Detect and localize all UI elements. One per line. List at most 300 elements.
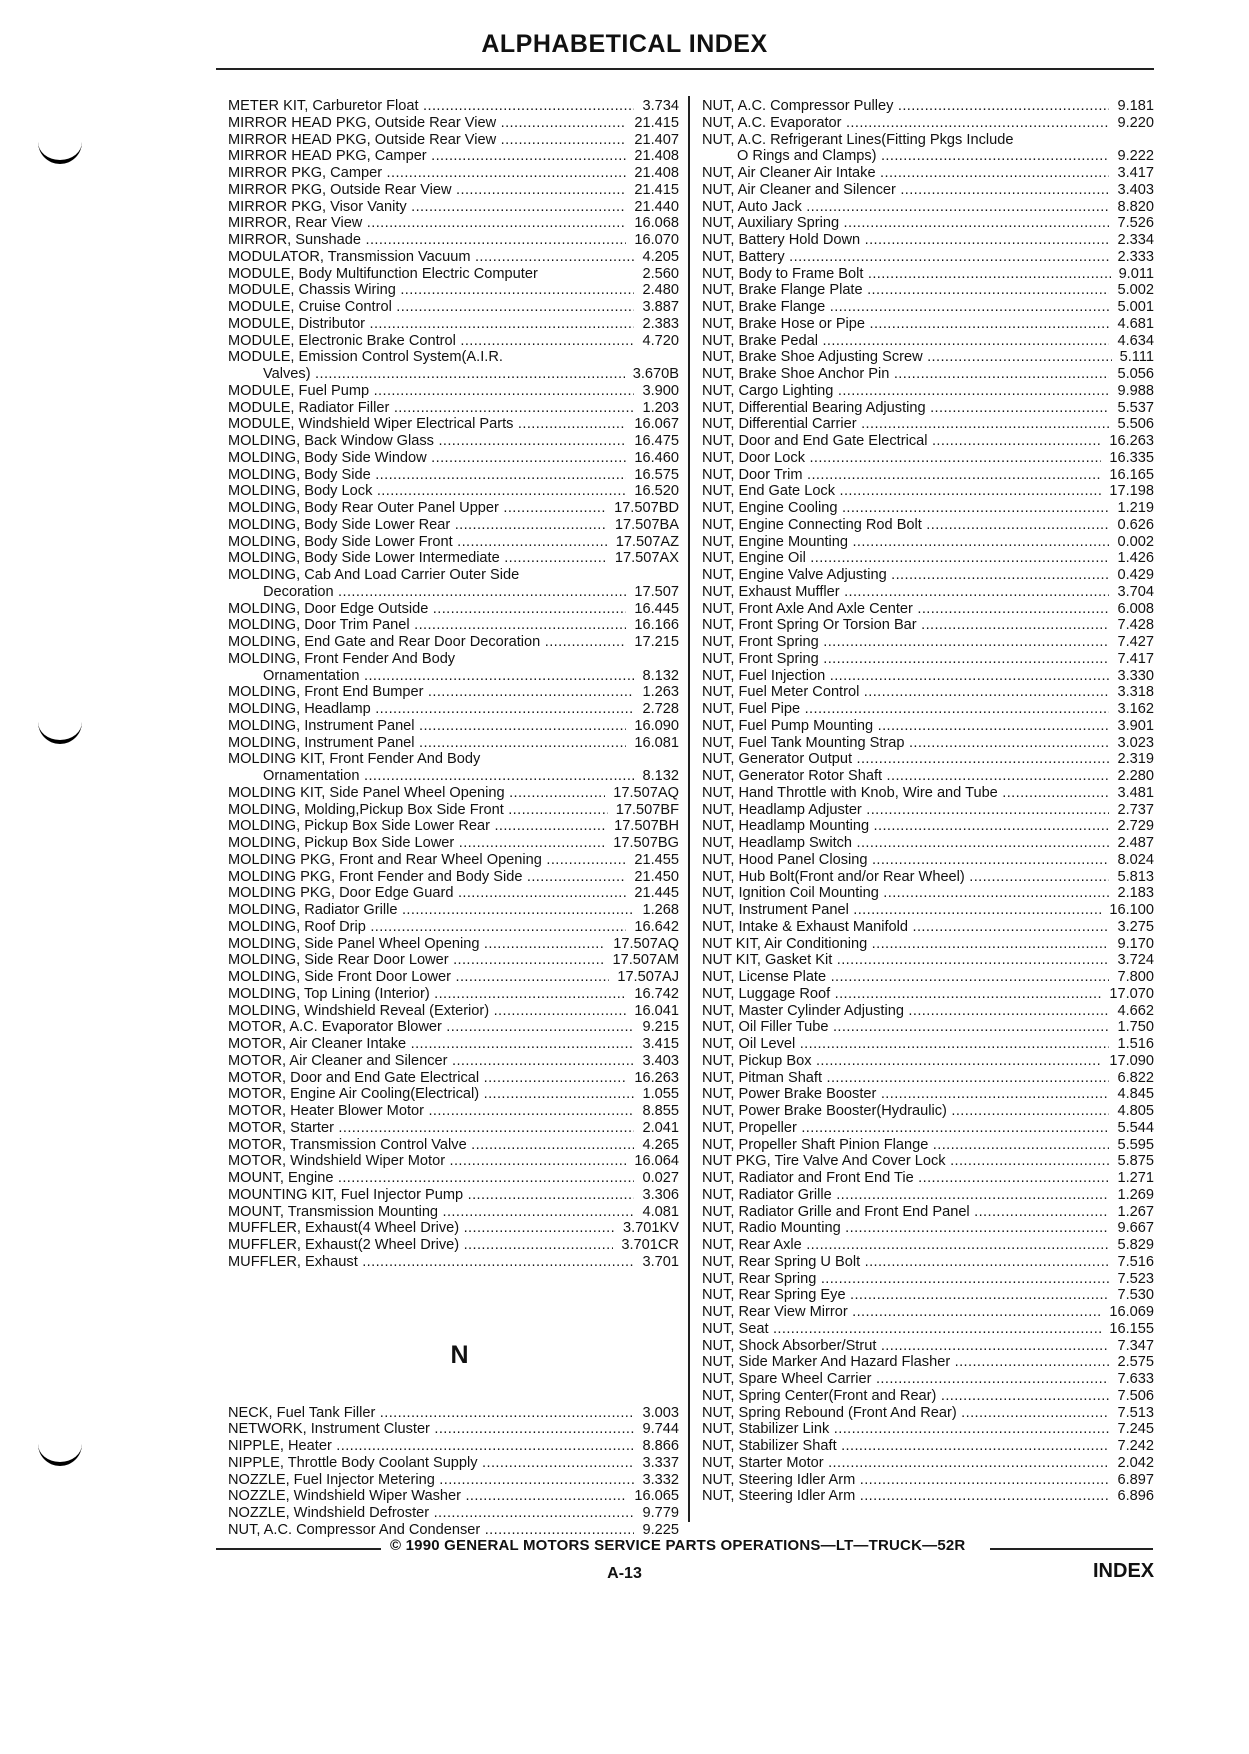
entry-label: NUT, Generator Rotor Shaft ..... xyxy=(702,768,1154,785)
index-entry xyxy=(702,1354,1154,1371)
entry-label: MIRROR HEAD PKG, Outside Rear View ..... xyxy=(228,115,679,132)
entry-label: NUT, Brake Shoe Anchor Pin ..... xyxy=(702,366,1154,383)
index-entry xyxy=(702,936,1154,953)
index-entry xyxy=(228,634,679,651)
entry-label: NUT, Spring Rebound (Front And Rear) ..... xyxy=(702,1405,1154,1422)
entry-reference-number: 17.507BA xyxy=(607,517,679,534)
binder-hole-mark xyxy=(38,138,82,164)
entry-reference-number: 1.271 xyxy=(1109,1170,1154,1187)
entry-reference-number: 21.408 xyxy=(626,165,679,182)
entry-reference-number: 21.455 xyxy=(626,852,679,869)
section-label: INDEX xyxy=(1093,1560,1155,1582)
entry-reference-number: 3.701 xyxy=(634,1254,679,1271)
index-entry xyxy=(702,1237,1154,1254)
entry-reference-number: 16.070 xyxy=(626,232,679,249)
entry-reference-number: 2.729 xyxy=(1109,818,1154,835)
index-entry xyxy=(702,366,1154,383)
index-entry xyxy=(702,316,1154,333)
entry-label: NECK, Fuel Tank Filler ..... xyxy=(228,1405,679,1422)
entry-label: MIRROR PKG, Camper ..... xyxy=(228,165,679,182)
entry-reference-number: 1.516 xyxy=(1109,1036,1154,1053)
index-entry xyxy=(228,684,679,701)
index-entry xyxy=(228,567,679,584)
entry-label: MOLDING, Molding,Pickup Box Side Front ..... xyxy=(228,802,679,819)
entry-reference-number: 3.901 xyxy=(1109,718,1154,735)
entry-label: NUT, Fuel Tank Mounting Strap ..... xyxy=(702,735,1154,752)
entry-reference-number: 16.642 xyxy=(626,919,679,936)
entry-reference-number: 16.090 xyxy=(626,718,679,735)
index-entry xyxy=(702,802,1154,819)
entry-reference-number: 2.280 xyxy=(1109,768,1154,785)
footer-rule-left xyxy=(216,1548,381,1550)
entry-label: MOLDING, Roof Drip ..... xyxy=(228,919,679,936)
entry-reference-number: 8.866 xyxy=(634,1438,679,1455)
index-entry xyxy=(702,132,1154,149)
entry-label: MOLDING, Body Side ..... xyxy=(228,467,679,484)
entry-label: MOTOR, Air Cleaner and Silencer ..... xyxy=(228,1053,679,1070)
entry-label: NUT, Rear Spring U Bolt ..... xyxy=(702,1254,1154,1271)
entry-reference-number: 17.507AQ xyxy=(605,936,679,953)
index-entry xyxy=(228,1237,679,1254)
entry-reference-number: 17.198 xyxy=(1101,483,1154,500)
index-entry xyxy=(702,919,1154,936)
entry-reference-number: 2.041 xyxy=(634,1120,679,1137)
entry-reference-number: 3.417 xyxy=(1109,165,1154,182)
index-entry xyxy=(702,1254,1154,1271)
entry-label: NUT, Master Cylinder Adjusting ..... xyxy=(702,1003,1154,1020)
entry-reference-number: 1.268 xyxy=(634,902,679,919)
entry-reference-number: 5.829 xyxy=(1109,1237,1154,1254)
entry-reference-number: 5.001 xyxy=(1109,299,1154,316)
entry-reference-number: 1.426 xyxy=(1109,550,1154,567)
entry-label: MUFFLER, Exhaust(4 Wheel Drive) ..... xyxy=(228,1220,679,1237)
index-entry xyxy=(702,718,1154,735)
entry-reference-number: 2.334 xyxy=(1109,232,1154,249)
entry-reference-number: 5.056 xyxy=(1109,366,1154,383)
index-entry xyxy=(228,1438,679,1455)
index-entry xyxy=(228,1137,679,1154)
entry-label: MOLDING, Body Side Lower Rear ..... xyxy=(228,517,679,534)
entry-reference-number: 16.069 xyxy=(1101,1304,1154,1321)
index-entry xyxy=(228,416,679,433)
entry-reference-number: 1.267 xyxy=(1109,1204,1154,1221)
entry-reference-number: 16.460 xyxy=(626,450,679,467)
entry-reference-number: 6.822 xyxy=(1109,1070,1154,1087)
page-number: A-13 xyxy=(607,1565,642,1582)
index-entry xyxy=(702,701,1154,718)
index-entry xyxy=(702,852,1154,869)
index-entry xyxy=(702,952,1154,969)
entry-reference-number: 6.897 xyxy=(1109,1472,1154,1489)
entry-reference-number: 9.215 xyxy=(634,1019,679,1036)
entry-reference-number: 4.265 xyxy=(634,1137,679,1154)
index-entry xyxy=(702,165,1154,182)
index-entry xyxy=(702,1388,1154,1405)
entry-label: NUT, A.C. Refrigerant Lines(Fitting Pkgs Include xyxy=(702,131,1014,148)
entry-reference-number: 5.111 xyxy=(1112,349,1154,366)
index-entry xyxy=(228,869,679,886)
index-entry xyxy=(228,902,679,919)
entry-label: NOZZLE, Windshield Wiper Washer ..... xyxy=(228,1488,679,1505)
index-entry xyxy=(228,98,679,115)
entry-label: NUT, Door Trim ..... xyxy=(702,467,1154,484)
index-entry xyxy=(702,668,1154,685)
entry-reference-number: 16.263 xyxy=(1101,433,1154,450)
index-entry xyxy=(228,1472,679,1489)
column-divider xyxy=(688,96,690,1522)
index-entry xyxy=(702,1472,1154,1489)
entry-label: MODULE, Emission Control System(A.I.R. xyxy=(228,349,503,366)
entry-reference-number: 9.988 xyxy=(1109,383,1154,400)
entry-label: MIRROR HEAD PKG, Outside Rear View ..... xyxy=(228,132,679,149)
entry-label: NUT, Headlamp Adjuster ..... xyxy=(702,802,1154,819)
index-entry xyxy=(702,215,1154,232)
entry-reference-number: 1.263 xyxy=(634,684,679,701)
entry-label: NUT, Side Marker And Hazard Flasher ..... xyxy=(702,1354,1154,1371)
index-entry xyxy=(702,986,1154,1003)
index-entry xyxy=(228,433,679,450)
entry-label: NUT, Air Cleaner and Silencer ..... xyxy=(702,182,1154,199)
entry-reference-number: 5.813 xyxy=(1109,869,1154,886)
entry-label: MOUNT, Transmission Mounting ..... xyxy=(228,1204,679,1221)
entry-reference-number: 9.225 xyxy=(634,1522,679,1539)
entry-label: NUT, Oil Filler Tube ..... xyxy=(702,1019,1154,1036)
entry-reference-number: 7.427 xyxy=(1109,634,1154,651)
index-entry xyxy=(702,1438,1154,1455)
entry-reference-number: 17.507AQ xyxy=(605,785,679,802)
footer-rule-right xyxy=(990,1548,1153,1550)
entry-reference-number: 1.203 xyxy=(634,400,679,417)
entry-reference-number: 17.507BF xyxy=(608,802,679,819)
index-entry xyxy=(228,450,679,467)
entry-label: NUT KIT, Gasket Kit ..... xyxy=(702,952,1154,969)
index-entry xyxy=(228,1019,679,1036)
entry-reference-number: 17.507AJ xyxy=(609,969,679,986)
entry-label: NUT, Propeller ..... xyxy=(702,1120,1154,1137)
entry-reference-number: 16.155 xyxy=(1101,1321,1154,1338)
index-entry xyxy=(228,668,679,685)
index-entry xyxy=(702,1321,1154,1338)
entry-reference-number: 2.487 xyxy=(1109,835,1154,852)
index-entry xyxy=(702,1019,1154,1036)
entry-reference-number: 16.520 xyxy=(626,483,679,500)
entry-reference-number: 1.055 xyxy=(634,1086,679,1103)
index-entry xyxy=(228,835,679,852)
entry-label: NUT, Steering Idler Arm ..... xyxy=(702,1472,1154,1489)
index-entry xyxy=(702,550,1154,567)
entry-label: MOLDING PKG, Door Edge Guard ..... xyxy=(228,885,679,902)
entry-label: MOLDING KIT, Side Panel Wheel Opening ..... xyxy=(228,785,679,802)
entry-label: NOZZLE, Fuel Injector Metering ..... xyxy=(228,1472,679,1489)
entry-label: NIPPLE, Throttle Body Coolant Supply ..... xyxy=(228,1455,679,1472)
index-entry xyxy=(228,919,679,936)
entry-label: MODULE, Windshield Wiper Electrical Parts ..... xyxy=(228,416,679,433)
entry-label: NUT, Spring Center(Front and Rear) ..... xyxy=(702,1388,1154,1405)
entry-label: NUT, Engine Connecting Rod Bolt ..... xyxy=(702,517,1154,534)
index-entry xyxy=(228,768,679,785)
entry-label: NUT, Propeller Shaft Pinion Flange ..... xyxy=(702,1137,1154,1154)
entry-label: NUT, Headlamp Mounting ..... xyxy=(702,818,1154,835)
entry-reference-number: 3.887 xyxy=(634,299,679,316)
entry-label: NUT, Rear Axle ..... xyxy=(702,1237,1154,1254)
entry-reference-number: 2.333 xyxy=(1109,249,1154,266)
entry-reference-number: 17.507BH xyxy=(606,818,679,835)
entry-label: NUT, Differential Carrier ..... xyxy=(702,416,1154,433)
entry-reference-number: 1.219 xyxy=(1109,500,1154,517)
entry-label: NUT, Door and End Gate Electrical ..... xyxy=(702,433,1154,450)
entry-reference-number: 17.070 xyxy=(1101,986,1154,1003)
index-entry xyxy=(228,651,679,668)
entry-reference-number: 7.633 xyxy=(1109,1371,1154,1388)
copyright-line: © 1990 GENERAL MOTORS SERVICE PARTS OPERATIONS—LT—TRUCK—52R xyxy=(390,1537,966,1554)
entry-reference-number: 8.024 xyxy=(1109,852,1154,869)
entry-label: METER KIT, Carburetor Float ..... xyxy=(228,98,679,115)
entry-label: MOTOR, Heater Blower Motor ..... xyxy=(228,1103,679,1120)
entry-label: NUT, Front Spring ..... xyxy=(702,634,1154,651)
entry-reference-number: 3.306 xyxy=(634,1187,679,1204)
entry-reference-number: 6.008 xyxy=(1109,601,1154,618)
index-entry xyxy=(702,1153,1154,1170)
index-entry xyxy=(702,969,1154,986)
entry-label: NUT, Oil Level ..... xyxy=(702,1036,1154,1053)
entry-label: MUFFLER, Exhaust(2 Wheel Drive) ..... xyxy=(228,1237,679,1254)
entry-label: NUT, Front Spring Or Torsion Bar ..... xyxy=(702,617,1154,634)
entry-reference-number: 7.526 xyxy=(1109,215,1154,232)
entry-reference-number: 4.681 xyxy=(1109,316,1154,333)
index-entry xyxy=(702,282,1154,299)
index-entry xyxy=(702,534,1154,551)
entry-label: NUT, End Gate Lock ..... xyxy=(702,483,1154,500)
index-column-right xyxy=(702,98,1154,1505)
entry-label: NUT, Brake Shoe Adjusting Screw ..... xyxy=(702,349,1154,366)
entry-reference-number: 17.507AX xyxy=(607,550,679,567)
entry-label: MOLDING, Body Rear Outer Panel Upper ..... xyxy=(228,500,679,517)
entry-label: NUT KIT, Air Conditioning ..... xyxy=(702,936,1154,953)
entry-label: NUT, Generator Output ..... xyxy=(702,751,1154,768)
entry-label: NUT, Rear Spring ..... xyxy=(702,1271,1154,1288)
entry-reference-number: 3.734 xyxy=(634,98,679,115)
index-entry xyxy=(228,986,679,1003)
entry-reference-number: 3.023 xyxy=(1109,735,1154,752)
index-entry xyxy=(702,98,1154,115)
index-entry xyxy=(702,1003,1154,1020)
entry-label: NUT, Power Brake Booster ..... xyxy=(702,1086,1154,1103)
entry-label: MOLDING, Side Front Door Lower ..... xyxy=(228,969,679,986)
index-entry xyxy=(228,1421,679,1438)
entry-reference-number: 3.415 xyxy=(634,1036,679,1053)
index-entry xyxy=(702,1070,1154,1087)
entry-label: MUFFLER, Exhaust ..... xyxy=(228,1254,679,1271)
index-entry xyxy=(702,383,1154,400)
index-entry xyxy=(702,885,1154,902)
entry-label: NUT, Front Axle And Axle Center ..... xyxy=(702,601,1154,618)
index-entry xyxy=(702,617,1154,634)
entry-reference-number: 2.319 xyxy=(1109,751,1154,768)
entry-label: NUT, Hub Bolt(Front and/or Rear Wheel) ..... xyxy=(702,869,1154,886)
entry-reference-number: 7.513 xyxy=(1109,1405,1154,1422)
index-entry xyxy=(702,1371,1154,1388)
entry-label: MODULE, Electronic Brake Control ..... xyxy=(228,333,679,350)
entry-label: MOLDING PKG, Front and Rear Wheel Opening ..... xyxy=(228,852,679,869)
entry-label: MOLDING, Side Panel Wheel Opening ..... xyxy=(228,936,679,953)
index-entry xyxy=(228,785,679,802)
entry-label: MOLDING PKG, Front Fender and Body Side ..... xyxy=(228,869,679,886)
index-entry xyxy=(228,1187,679,1204)
entry-label: NUT, Rear Spring Eye ..... xyxy=(702,1287,1154,1304)
entry-reference-number: 16.335 xyxy=(1101,450,1154,467)
index-entry xyxy=(702,818,1154,835)
index-entry xyxy=(228,952,679,969)
entry-reference-number: 3.704 xyxy=(1109,584,1154,601)
entry-reference-number: 21.450 xyxy=(626,869,679,886)
binder-hole-mark xyxy=(38,1440,82,1466)
index-entry xyxy=(228,584,679,601)
index-entry xyxy=(228,483,679,500)
index-entry xyxy=(702,735,1154,752)
index-entry xyxy=(228,601,679,618)
entry-reference-number: 4.205 xyxy=(634,249,679,266)
index-entry xyxy=(702,1086,1154,1103)
index-entry xyxy=(228,1103,679,1120)
index-entry xyxy=(228,316,679,333)
entry-label: NUT, Pitman Shaft ..... xyxy=(702,1070,1154,1087)
entry-label: NUT, Starter Motor ..... xyxy=(702,1455,1154,1472)
index-entry xyxy=(702,1304,1154,1321)
entry-label: MOTOR, Door and End Gate Electrical ..... xyxy=(228,1070,679,1087)
entry-label: NUT, Radio Mounting ..... xyxy=(702,1220,1154,1237)
index-entry xyxy=(702,869,1154,886)
entry-label: NUT, Front Spring ..... xyxy=(702,651,1154,668)
entry-reference-number: 3.003 xyxy=(634,1405,679,1422)
entry-reference-number: 4.081 xyxy=(634,1204,679,1221)
entry-label: NUT, Fuel Injection ..... xyxy=(702,668,1154,685)
index-entry xyxy=(228,751,679,768)
entry-label: NUT, Radiator Grille and Front End Panel ..... xyxy=(702,1204,1154,1221)
entry-label: MODULE, Body Multifunction Electric Computer xyxy=(228,265,538,282)
index-entry xyxy=(702,1421,1154,1438)
entry-reference-number: 5.544 xyxy=(1109,1120,1154,1137)
index-entry xyxy=(702,232,1154,249)
entry-reference-number: 3.724 xyxy=(1109,952,1154,969)
entry-label: NUT, Engine Oil ..... xyxy=(702,550,1154,567)
index-entry xyxy=(228,1070,679,1087)
index-entry xyxy=(228,969,679,986)
entry-label: MOLDING, Body Side Lower Front ..... xyxy=(228,534,679,551)
entry-label: MOLDING, End Gate and Rear Door Decoration ..... xyxy=(228,634,679,651)
index-entry xyxy=(702,1271,1154,1288)
entry-reference-number: 16.100 xyxy=(1101,902,1154,919)
entry-label: MOLDING, Cab And Load Carrier Outer Side xyxy=(228,567,520,583)
entry-reference-number: 2.560 xyxy=(634,266,679,283)
entry-reference-number: 5.595 xyxy=(1109,1137,1154,1154)
entry-label: MOLDING, Top Lining (Interior) ..... xyxy=(228,986,679,1003)
index-entry xyxy=(702,1455,1154,1472)
index-entry xyxy=(228,349,679,366)
index-entry xyxy=(228,199,679,216)
index-entry xyxy=(228,249,679,266)
index-entry xyxy=(228,1455,679,1472)
index-entry xyxy=(228,802,679,819)
entry-reference-number: 2.042 xyxy=(1109,1455,1154,1472)
entry-reference-number: 1.269 xyxy=(1109,1187,1154,1204)
index-column-left xyxy=(228,98,679,1539)
entry-label: MIRROR PKG, Visor Vanity ..... xyxy=(228,199,679,216)
entry-reference-number: 9.170 xyxy=(1109,936,1154,953)
index-entry xyxy=(702,182,1154,199)
index-entry xyxy=(702,1103,1154,1120)
entry-reference-number: 0.626 xyxy=(1109,517,1154,534)
entry-label: NUT, Brake Flange ..... xyxy=(702,299,1154,316)
entry-label: MOLDING, Radiator Grille ..... xyxy=(228,902,679,919)
index-entry xyxy=(702,651,1154,668)
entry-reference-number: 5.537 xyxy=(1109,400,1154,417)
entry-label: NUT, Luggage Roof ..... xyxy=(702,986,1154,1003)
index-entry xyxy=(702,835,1154,852)
entry-reference-number: 4.845 xyxy=(1109,1086,1154,1103)
entry-label: MODULE, Chassis Wiring ..... xyxy=(228,282,679,299)
entry-label: NUT, Instrument Panel ..... xyxy=(702,902,1154,919)
index-entry xyxy=(702,416,1154,433)
entry-reference-number: 7.417 xyxy=(1109,651,1154,668)
index-entry xyxy=(228,1254,679,1271)
index-entry xyxy=(228,500,679,517)
index-entry xyxy=(228,232,679,249)
entry-reference-number: 21.407 xyxy=(626,132,679,149)
entry-label: MOLDING, Back Window Glass ..... xyxy=(228,433,679,450)
entry-label: NUT, Engine Cooling ..... xyxy=(702,500,1154,517)
entry-label: NUT, Hood Panel Closing ..... xyxy=(702,852,1154,869)
index-entry xyxy=(702,1170,1154,1187)
entry-label: NUT, Engine Valve Adjusting ..... xyxy=(702,567,1154,584)
entry-label: MOLDING KIT, Front Fender And Body xyxy=(228,751,481,768)
entry-label: MIRROR PKG, Outside Rear View ..... xyxy=(228,182,679,199)
entry-label: NUT, Spare Wheel Carrier ..... xyxy=(702,1371,1154,1388)
entry-reference-number: 3.318 xyxy=(1109,684,1154,701)
index-entry xyxy=(228,818,679,835)
entry-reference-number: 3.670B xyxy=(625,366,679,383)
index-entry xyxy=(702,483,1154,500)
index-entry xyxy=(702,500,1154,517)
entry-reference-number: 17.507BG xyxy=(605,835,679,852)
entry-reference-number: 7.506 xyxy=(1109,1388,1154,1405)
entry-reference-number: 7.516 xyxy=(1109,1254,1154,1271)
entry-label: NUT, Fuel Pump Mounting ..... xyxy=(702,718,1154,735)
entry-reference-number: 17.507AM xyxy=(604,952,679,969)
index-entry xyxy=(228,718,679,735)
entry-reference-number: 17.507 xyxy=(626,584,679,601)
index-entry xyxy=(228,1170,679,1187)
entry-reference-number: 16.166 xyxy=(626,617,679,634)
index-entry xyxy=(228,299,679,316)
entry-label: MOLDING, Front End Bumper ..... xyxy=(228,684,679,701)
entry-reference-number: 16.081 xyxy=(626,735,679,752)
entry-reference-number: 7.530 xyxy=(1109,1287,1154,1304)
entry-label: MODULATOR, Transmission Vacuum ..... xyxy=(228,249,679,266)
entry-reference-number: 16.068 xyxy=(626,215,679,232)
entry-label: NUT, Intake & Exhaust Manifold ..... xyxy=(702,919,1154,936)
index-entry xyxy=(702,467,1154,484)
entry-label: NUT, Battery Hold Down ..... xyxy=(702,232,1154,249)
entry-label: MIRROR HEAD PKG, Camper ..... xyxy=(228,148,679,165)
index-entry xyxy=(702,199,1154,216)
index-entry xyxy=(702,148,1154,165)
index-entry xyxy=(228,1220,679,1237)
entry-label: NUT, Headlamp Switch ..... xyxy=(702,835,1154,852)
entry-reference-number: 4.662 xyxy=(1109,1003,1154,1020)
entry-reference-number: 21.408 xyxy=(626,148,679,165)
index-entry xyxy=(228,936,679,953)
entry-reference-number: 4.634 xyxy=(1109,333,1154,350)
